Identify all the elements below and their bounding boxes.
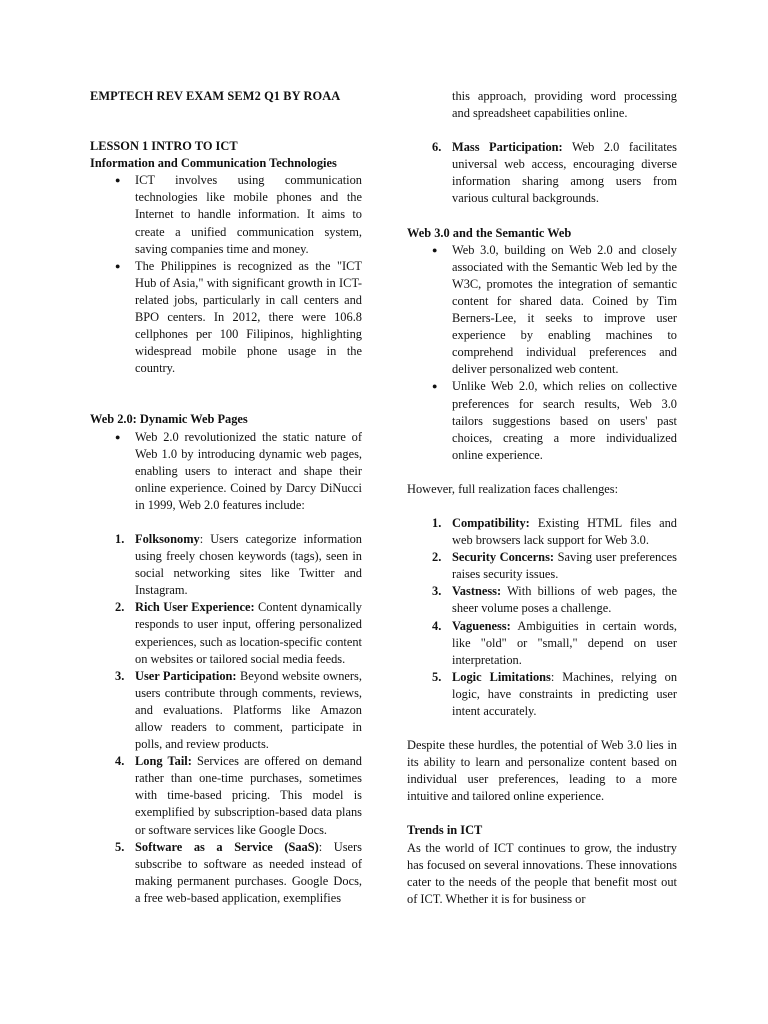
- document-title: EMPTECH REV EXAM SEM2 Q1 BY ROAA: [90, 89, 341, 103]
- ict-heading: Information and Communication Technologies: [90, 156, 337, 171]
- list-item: 3. Vastness: With billions of web pages, the sheer volume poses a challenge.: [432, 584, 677, 616]
- challenges-list: [407, 515, 677, 720]
- potential-paragraph: Despite these hurdles, the potential of Web 3.0 lies in its ability to learn and personalize content based on individual user preferences, leading to a more intuitive and tailored online experience.: [407, 738, 677, 804]
- ict-bullet-2: ● The Philippines is recognized as the "ICT Hub of Asia," with significant growth in ICT-related jobs, particularly in call centers and BPO centers. In 2012, there were 106.8 cellphones per 100 Filipinos, highlighting widespread mobile phone usage in the country.: [90, 258, 362, 378]
- right-column: [407, 88, 677, 908]
- left-column: [90, 88, 362, 907]
- trends-heading: Trends in ICT: [407, 823, 483, 838]
- trends-paragraph: As the world of ICT continues to grow, the industry has focused on several innovations. These innovations cater to the needs of the people that benefit most out of ICT. Whether it is for business or: [407, 840, 677, 906]
- list-item: 1. Compatibility: Existing HTML files and web browsers lack support for Web 3.0.: [432, 515, 677, 548]
- ict-bullet-list: [90, 172, 362, 377]
- web3-heading: Web 3.0 and the Semantic Web: [407, 225, 572, 240]
- list-item: 3. User Participation: Beyond website owners, users contribute through comments, reviews, and evaluations. Platforms like Amazon allow readers to comment, participate in polls, and review products.: [115, 668, 362, 752]
- list-item: this approach, providing word processing and spreadsheet capabilities online.: [452, 89, 677, 121]
- web2-heading: Web 2.0: Dynamic Web Pages: [90, 412, 248, 427]
- list-item: 2. Security Concerns: Saving user preferences raises security issues.: [432, 550, 677, 582]
- ict-bullet-1: ● ICT involves using communication technologies like mobile phones and the Internet to handle information. It aims to create a unified communication system, saving companies time and money.: [90, 172, 362, 257]
- list-item: 6. Mass Participation: Web 2.0 facilitates universal web access, encouraging diverse information sharing among users from various cultural backgrounds.: [432, 140, 678, 206]
- list-item: 5. Logic Limitations: Machines, relying on logic, have constraints in predicting user intent accurately.: [432, 669, 678, 718]
- web3-bullet-1: ● Web 3.0, building on Web 2.0 and closely associated with the Semantic Web led by the W3C, promotes the integration of semantic content for shared data. Coined by Tim Berners-Lee, it seeks to improve user experience by enabling machines to comprehend individual preferences and deliver personalized web content.: [407, 242, 677, 379]
- web3-bullet-list: [407, 242, 677, 464]
- web2-feature-list-continued: [407, 139, 677, 207]
- list-item: 2. Rich User Experience: Content dynamically responds to user input, offering personalized experiences, such as location-specific content on websites or tailored social media feeds.: [115, 600, 362, 666]
- web3-bullet-2: ● Unlike Web 2.0, which relies on collective preferences for search results, Web 3.0 tailors suggestions based on users' past choices, creating a more individualized online experience.: [407, 378, 677, 463]
- lesson-title: LESSON 1 INTRO TO ICT: [90, 139, 238, 154]
- list-item: 1. Folksonomy: Users categorize information using freely chosen keywords (tags), seen in social networking sites like Twitter and Instagram.: [115, 531, 362, 598]
- web2-bullet: ● Web 2.0 revolutionized the static nature of Web 1.0 by introducing dynamic web pages, enabling users to interact and shape their online experience. Coined by Darcy DiNucci in 1999, Web 2.0 features include:: [90, 429, 362, 514]
- web2-feature-list: [90, 531, 362, 907]
- web2-bullet-list: [90, 429, 362, 514]
- list-item: 5. Software as a Service (SaaS): Users subscribe to software as needed instead of making permanent purchases. Google Docs, a free web-based application, exemplifies: [115, 839, 362, 905]
- challenges-intro: However, full realization faces challenges:: [407, 481, 619, 496]
- list-item: 4. Vagueness: Ambiguities in certain words, like "old" or "small," depend on user interpretation.: [432, 618, 677, 667]
- list-item: 4. Long Tail: Services are offered on demand rather than one-time purchases, sometimes with time-based pricing. This model is exemplified by subscription-based data plans or software services like Google Docs.: [115, 754, 362, 837]
- saas-continuation-list: [407, 88, 677, 122]
